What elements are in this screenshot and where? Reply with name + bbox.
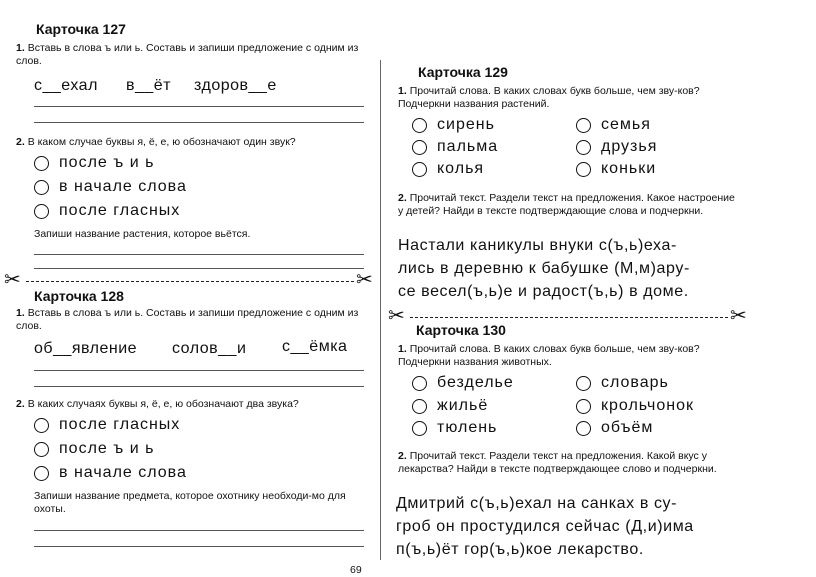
card-128-word-3: с__ёмка [282,338,348,355]
card-130-option-right-1[interactable] [576,374,669,392]
card-129-option-right-3[interactable] [576,160,656,178]
card-130-option-left-1[interactable] [412,374,514,392]
option-label: тюлень [437,419,498,436]
text-line: Дмитрий с(ъ,ь)ехал на санках в су- [396,495,678,512]
task-text: В каком случае буквы я, ё, е, ю обозначают один звук? [27,136,296,148]
card-129-option-right-2[interactable] [576,138,657,156]
radio-circle-icon[interactable] [576,118,591,133]
cut-line [410,317,728,318]
radio-circle-icon[interactable] [34,466,49,481]
card-130-option-right-2[interactable] [576,397,694,415]
option-label: объём [601,419,654,436]
task-number: 2. [16,136,25,148]
option-label: пальма [437,138,499,155]
task-number: 2. [398,192,407,204]
task-number: 2. [398,450,407,462]
task-number: 2. [16,398,25,410]
radio-circle-icon[interactable] [576,162,591,177]
card-129-title: Карточка 129 [418,64,508,80]
card-130-task-1 [398,343,742,369]
card-129-text [398,234,758,303]
option-label: в начале слова [59,178,187,195]
task-number: 1. [398,343,407,355]
column-divider [380,60,381,560]
card-128-word-1: об__явление [34,340,138,357]
card-128-task-1 [16,307,372,333]
option-label: колья [437,160,485,177]
option-label: словарь [601,374,669,391]
scissors-icon: ✂ [356,269,373,291]
card-130-option-left-3[interactable] [412,419,497,437]
card-127-word-1: с__ехал [34,77,98,94]
writing-line[interactable] [34,268,364,269]
radio-circle-icon[interactable] [34,418,49,433]
card-127-task-2 [16,136,372,149]
writing-line[interactable] [34,254,364,255]
option-label: после ъ и ь [59,440,155,457]
scissors-icon: ✂ [730,305,747,327]
task-text: В каких случаях буквы я, ё, е, ю обозначают два звука? [27,398,299,410]
option-label: после гласных [59,202,181,219]
radio-circle-icon[interactable] [576,376,591,391]
radio-circle-icon[interactable] [576,399,591,414]
scissors-icon: ✂ [4,269,21,291]
writing-line[interactable] [34,530,364,531]
card-130-task-2 [398,450,742,476]
task-text: Прочитай слова. В каких словах букв больше, чем зву-ков? Подчеркни названия животных. [398,343,700,368]
card-127-option-3[interactable] [34,202,180,220]
option-label: семья [601,116,651,133]
writing-line[interactable] [34,122,364,123]
radio-circle-icon[interactable] [412,162,427,177]
text-line: Настали каникулы внуки с(ъ,ь)еха- [398,237,677,254]
radio-circle-icon[interactable] [412,140,427,155]
task-number: 1. [398,85,407,97]
option-label: после ъ и ь [59,154,155,171]
card-129-option-left-3[interactable] [412,160,484,178]
text-line: п(ъ,ь)ёт гор(ъ,ь)кое лекарство. [396,541,644,558]
card-129-task-1 [398,85,742,111]
task-text: Вставь в слова ъ или ь. Составь и запиши предложение с одним из слов. [16,307,359,332]
card-129-option-left-1[interactable] [412,116,495,134]
option-label: друзья [601,138,658,155]
radio-circle-icon[interactable] [34,442,49,457]
card-128-option-2[interactable] [34,440,154,458]
card-127-title: Карточка 127 [36,21,126,37]
card-130-text [396,492,756,561]
task-text: Вставь в слова ъ или ь. Составь и запиши предложение с одним из слов. [16,42,359,67]
page-number: 69 [350,564,362,576]
option-label: коньки [601,160,657,177]
cut-line [26,281,354,282]
option-label: в начале слова [59,464,187,481]
option-label: жильё [437,397,489,414]
task-number: 1. [16,42,25,54]
text-line: лись в деревню к бабушке (М,м)ару- [398,260,690,277]
radio-circle-icon[interactable] [412,376,427,391]
radio-circle-icon[interactable] [412,118,427,133]
card-127-option-1[interactable] [34,154,154,172]
card-129-task-2 [398,192,742,218]
card-129-option-left-2[interactable] [412,138,498,156]
radio-circle-icon[interactable] [34,204,49,219]
writing-line[interactable] [34,386,364,387]
card-130-option-left-2[interactable] [412,397,488,415]
card-128-option-1[interactable] [34,416,180,434]
card-128-title: Карточка 128 [34,288,124,304]
card-127-task-1 [16,42,372,68]
writing-line[interactable] [34,370,364,371]
task-number: 1. [16,307,25,319]
radio-circle-icon[interactable] [576,421,591,436]
writing-line[interactable] [34,106,364,107]
card-127-word-2: в__ёт [126,77,172,94]
writing-line[interactable] [34,546,364,547]
option-label: крольчонок [601,397,695,414]
card-128-word-2: солов__и [172,340,247,357]
task-text: Прочитай слова. В каких словах букв больше, чем зву-ков? Подчеркни названия растений. [398,85,700,110]
radio-circle-icon[interactable] [576,140,591,155]
radio-circle-icon[interactable] [34,180,49,195]
scissors-icon: ✂ [388,305,405,327]
radio-circle-icon[interactable] [412,421,427,436]
card-127-write-instruction: Запиши название растения, которое вьётся. [34,228,251,240]
card-129-option-right-1[interactable] [576,116,651,134]
option-label: безделье [437,374,514,391]
text-line: гроб он простудился сейчас (Д,и)има [396,518,694,535]
text-line: се весел(ъ,ь)е и радост(ъ,ь) в доме. [398,283,689,300]
task-text: Прочитай текст. Раздели текст на предложения. Какой вкус у лекарства? Найди в тексте подтверждающее слово и подчеркни. [398,450,717,475]
card-128-write-instruction: Запиши название предмета, которое охотнику необходи-мо для охоты. [34,490,346,515]
radio-circle-icon[interactable] [34,156,49,171]
card-130-option-right-3[interactable] [576,419,653,437]
option-label: сирень [437,116,495,133]
option-label: после гласных [59,416,181,433]
card-127-option-2[interactable] [34,178,187,196]
radio-circle-icon[interactable] [412,399,427,414]
card-127-word-3: здоров__е [194,77,277,94]
task-text: Прочитай текст. Раздели текст на предложения. Какое настроение у детей? Найди в тексте подтверждающие слова и подчеркни. [398,192,735,217]
card-130-title: Карточка 130 [416,322,506,338]
card-128-task-2 [16,398,372,411]
card-128-option-3[interactable] [34,464,187,482]
